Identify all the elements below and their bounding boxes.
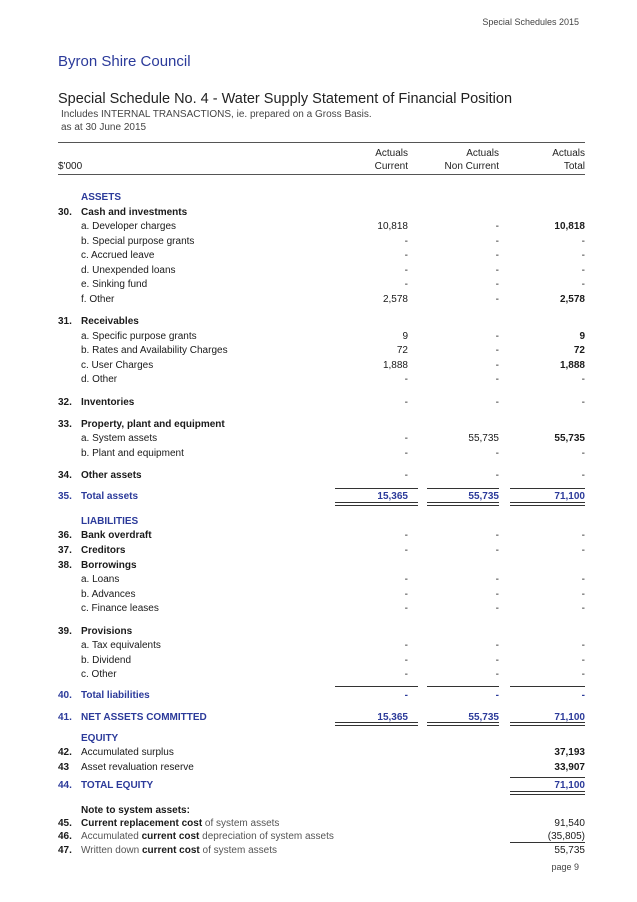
row-value-c1: 2,578 xyxy=(382,294,408,305)
net-assets-underline-c1 xyxy=(335,722,418,726)
row-value-c3: 33,907 xyxy=(554,762,585,773)
row-label: Creditors xyxy=(81,545,126,556)
row-value-c2: - xyxy=(495,279,499,290)
row-label: a. Developer charges xyxy=(81,221,177,232)
row-value-c2: - xyxy=(495,640,499,651)
net-assets-underline-c2 xyxy=(427,722,499,726)
row-value-c3: - xyxy=(581,655,585,666)
row-value-c2: - xyxy=(495,374,499,385)
row-value-c2: - xyxy=(495,345,499,356)
row-value-c2: - xyxy=(495,669,499,680)
row-value-c2: - xyxy=(495,603,499,614)
row-number: 35. xyxy=(58,491,72,502)
row-value-c2: 55,735 xyxy=(468,491,499,502)
net-assets-underline-c3 xyxy=(510,722,585,726)
row-label: Cash and investments xyxy=(81,207,188,218)
label-emphasis: current cost xyxy=(141,845,200,856)
row-value-c3: 91,540 xyxy=(554,818,585,829)
row-label: TOTAL EQUITY xyxy=(81,780,154,791)
col-current-bottom: Current xyxy=(374,161,408,172)
col-current-top: Actuals xyxy=(375,148,408,159)
row-label: d. Other xyxy=(81,374,118,385)
row-label: c. Accrued leave xyxy=(81,250,155,261)
row-value-c1: - xyxy=(404,470,408,481)
row-number: 38. xyxy=(58,560,72,571)
row-label: c. Other xyxy=(81,669,117,680)
row-label xyxy=(81,831,334,842)
row-value-c1: - xyxy=(404,448,408,459)
row-value-c1: - xyxy=(404,433,408,444)
row-value-c2: - xyxy=(495,294,499,305)
row-value-c3: 55,735 xyxy=(554,433,585,444)
row-label: b. Advances xyxy=(81,589,136,600)
row-value-c3: - xyxy=(581,250,585,261)
total-assets-rule-c2 xyxy=(427,488,499,489)
row-value-c2: - xyxy=(495,448,499,459)
label-emphasis: Current replacement cost xyxy=(81,818,203,829)
row-value-c2: 55,735 xyxy=(468,433,499,444)
row-value-c2: - xyxy=(495,221,499,232)
row-value-c2: - xyxy=(495,655,499,666)
total-liab-rule-c2 xyxy=(427,686,499,687)
row-value-c3: - xyxy=(581,374,585,385)
row-label: b. Plant and equipment xyxy=(81,448,184,459)
row-number: 45. xyxy=(58,818,72,829)
row-value-c3: - xyxy=(581,265,585,276)
row-label: Total liabilities xyxy=(81,690,150,701)
row-value-c1: - xyxy=(404,250,408,261)
equity-rule xyxy=(510,777,585,778)
note-rule xyxy=(510,842,585,843)
row-value-c1: 72 xyxy=(396,345,408,356)
row-value-c3: 71,100 xyxy=(554,712,585,723)
row-value-c3: - xyxy=(581,279,585,290)
row-value-c1: 15,365 xyxy=(377,712,408,723)
row-value-c3: - xyxy=(581,574,585,585)
header-rule xyxy=(58,142,585,143)
row-label: Accumulated surplus xyxy=(81,747,174,758)
row-value-c2: - xyxy=(495,545,499,556)
row-value-c2: - xyxy=(495,690,499,701)
row-number: 32. xyxy=(58,397,72,408)
row-label: e. Sinking fund xyxy=(81,279,148,290)
label-suffix: of system assets xyxy=(202,818,280,829)
row-label: Receivables xyxy=(81,316,139,327)
row-label: Provisions xyxy=(81,626,133,637)
row-value-c1: - xyxy=(404,530,408,541)
running-header: Special Schedules 2015 xyxy=(482,17,579,27)
page-number: page 9 xyxy=(551,862,579,872)
row-number: 44. xyxy=(58,780,72,791)
row-value-c2: - xyxy=(495,470,499,481)
row-number: 37. xyxy=(58,545,72,556)
row-number: 41. xyxy=(58,712,72,723)
total-assets-rule-c3 xyxy=(510,488,585,489)
row-value-c2: - xyxy=(495,331,499,342)
council-name: Byron Shire Council xyxy=(58,53,191,70)
row-label: Asset revaluation reserve xyxy=(81,762,194,773)
row-number: 43 xyxy=(58,762,70,773)
col-total-top: Actuals xyxy=(552,148,585,159)
total-assets-rule-c1 xyxy=(335,488,418,489)
row-value-c2: - xyxy=(495,589,499,600)
row-label: ASSETS xyxy=(81,192,122,203)
row-label: b. Rates and Availability Charges xyxy=(81,345,228,356)
row-label: d. Unexpended loans xyxy=(81,265,176,276)
row-value-c3: - xyxy=(581,669,585,680)
label-emphasis: current cost xyxy=(141,831,200,842)
row-label: Total assets xyxy=(81,491,139,502)
subtitle-basis: Includes INTERNAL TRANSACTIONS, ie. prepared on a Gross Basis. xyxy=(61,109,372,120)
row-value-c1: - xyxy=(404,690,408,701)
col-total-bottom: Total xyxy=(563,161,585,172)
row-value-c3: - xyxy=(581,545,585,556)
row-label: a. Loans xyxy=(81,574,120,585)
row-value-c2: 55,735 xyxy=(468,712,499,723)
column-header-rule xyxy=(58,174,585,175)
row-value-c3: - xyxy=(581,236,585,247)
row-value-c2: - xyxy=(495,265,499,276)
row-number: 34. xyxy=(58,470,72,481)
total-liab-rule-c3 xyxy=(510,686,585,687)
row-value-c3: - xyxy=(581,470,585,481)
total-assets-underline-c2 xyxy=(427,502,499,506)
row-value-c1: - xyxy=(404,374,408,385)
row-number: 33. xyxy=(58,419,72,430)
row-value-c1: - xyxy=(404,574,408,585)
row-value-c2: - xyxy=(495,530,499,541)
row-value-c3: - xyxy=(581,690,585,701)
row-label: a. Specific purpose grants xyxy=(81,331,197,342)
row-label xyxy=(81,818,279,829)
subtitle-date: as at 30 June 2015 xyxy=(61,122,147,133)
row-value-c3: 55,735 xyxy=(554,845,585,856)
row-label: EQUITY xyxy=(81,733,119,744)
row-value-c1: - xyxy=(404,640,408,651)
row-value-c3: 10,818 xyxy=(554,221,585,232)
row-value-c3: - xyxy=(581,589,585,600)
row-value-c3: - xyxy=(581,397,585,408)
row-value-c1: - xyxy=(404,655,408,666)
total-liab-rule-c1 xyxy=(335,686,418,687)
row-value-c1: 15,365 xyxy=(377,491,408,502)
row-value-c2: - xyxy=(495,397,499,408)
row-value-c3: - xyxy=(581,640,585,651)
label-suffix: of system assets xyxy=(199,845,277,856)
row-number: 36. xyxy=(58,530,72,541)
row-value-c1: 1,888 xyxy=(382,360,408,371)
row-label: b. Special purpose grants xyxy=(81,236,195,247)
row-label: Note to system assets: xyxy=(81,805,190,816)
row-value-c3: 1,888 xyxy=(559,360,585,371)
row-value-c2: - xyxy=(495,250,499,261)
row-label xyxy=(81,845,277,856)
row-value-c3: 72 xyxy=(573,345,585,356)
row-label: b. Dividend xyxy=(81,655,132,666)
row-label: Borrowings xyxy=(81,560,137,571)
row-value-c2: - xyxy=(495,236,499,247)
row-value-c3: 37,193 xyxy=(554,747,585,758)
row-label: f. Other xyxy=(81,294,115,305)
total-assets-underline-c3 xyxy=(510,502,585,506)
label-prefix: Written down xyxy=(81,845,142,856)
row-value-c3: 71,100 xyxy=(554,491,585,502)
row-value-c1: - xyxy=(404,669,408,680)
label-suffix: depreciation of system assets xyxy=(199,831,334,842)
row-value-c2: - xyxy=(495,360,499,371)
col-noncurrent-top: Actuals xyxy=(466,148,499,159)
row-value-c1: - xyxy=(404,603,408,614)
row-number: 31. xyxy=(58,316,72,327)
row-value-c1: 9 xyxy=(402,331,408,342)
row-value-c3: - xyxy=(581,448,585,459)
row-number: 40. xyxy=(58,690,72,701)
row-value-c3: 2,578 xyxy=(559,294,585,305)
row-label: a. System assets xyxy=(81,433,158,444)
label-prefix: Accumulated xyxy=(81,831,142,842)
row-value-c1: 10,818 xyxy=(377,221,408,232)
row-value-c1: - xyxy=(404,265,408,276)
row-label: a. Tax equivalents xyxy=(81,640,161,651)
row-label: Inventories xyxy=(81,397,135,408)
row-value-c1: - xyxy=(404,279,408,290)
row-label: c. Finance leases xyxy=(81,603,159,614)
row-number: 30. xyxy=(58,207,72,218)
row-label: Property, plant and equipment xyxy=(81,419,225,430)
row-number: 47. xyxy=(58,845,72,856)
row-label: LIABILITIES xyxy=(81,516,139,527)
row-label: Other assets xyxy=(81,470,142,481)
row-value-c3: 71,100 xyxy=(554,780,585,791)
row-value-c3: - xyxy=(581,530,585,541)
row-number: 46. xyxy=(58,831,72,842)
row-value-c3: (35,805) xyxy=(547,831,585,842)
equity-underline xyxy=(510,791,585,795)
row-label: NET ASSETS COMMITTED xyxy=(81,712,207,723)
col-unit: $'000 xyxy=(58,161,83,172)
row-value-c1: - xyxy=(404,236,408,247)
row-value-c3: 9 xyxy=(579,331,585,342)
row-value-c2: - xyxy=(495,574,499,585)
col-noncurrent-bottom: Non Current xyxy=(444,161,499,172)
row-number: 42. xyxy=(58,747,72,758)
row-value-c1: - xyxy=(404,545,408,556)
row-value-c1: - xyxy=(404,397,408,408)
total-assets-underline-c1 xyxy=(335,502,418,506)
schedule-title: Special Schedule No. 4 - Water Supply Statement of Financial Position xyxy=(58,91,513,107)
row-label: Bank overdraft xyxy=(81,530,152,541)
row-label: c. User Charges xyxy=(81,360,154,371)
row-value-c3: - xyxy=(581,603,585,614)
row-value-c1: - xyxy=(404,589,408,600)
row-number: 39. xyxy=(58,626,72,637)
